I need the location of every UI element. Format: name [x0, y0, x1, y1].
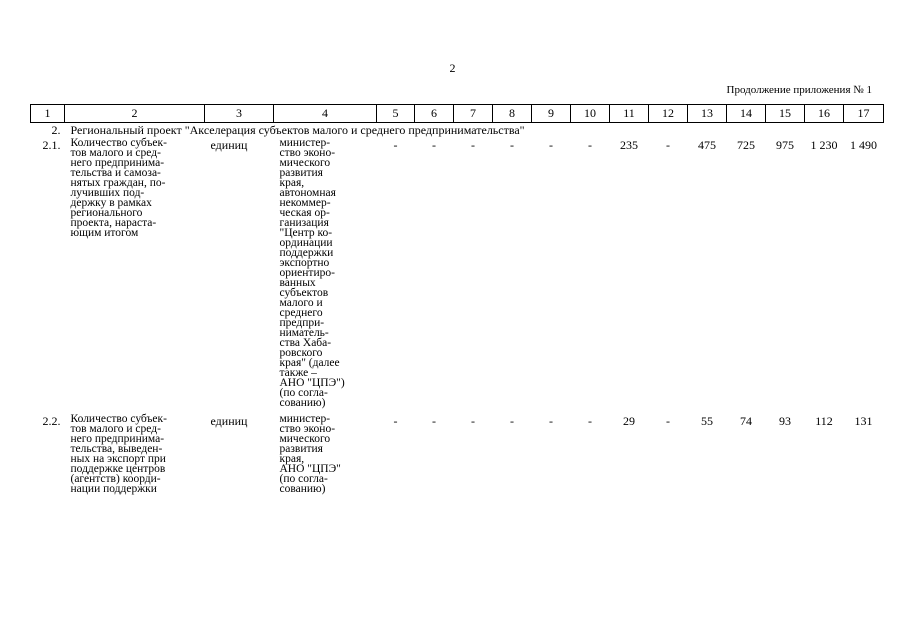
value-cell: 725 — [737, 138, 755, 152]
value-cell: 55 — [701, 414, 713, 428]
column-number: 9 — [532, 105, 571, 123]
value-cell: - — [549, 138, 553, 152]
column-number: 17 — [844, 105, 884, 123]
column-number: 3 — [205, 105, 274, 123]
value-cell: - — [432, 138, 436, 152]
responsible-executor: министер- ство эконо- мического развития края, автономная некоммер- ческая ор- ганизация "Центр ко- ординации поддержки экспортно ориентиро- ванных субъектов малого и среднего предпри- ниматель- ства Хаба- ровского края" (далее также – АНО "ЦПЭ") (по согла- сованию) — [279, 137, 345, 409]
value-cell: 93 — [779, 414, 791, 428]
indicator-name: Количество субъек- тов малого и сред- него предпринима- тельства, выведен- ных на экспорт при поддержке центров (агентств) коорди- нации поддержки — [70, 413, 167, 495]
column-number: 13 — [688, 105, 727, 123]
row-number: 2.2. — [42, 414, 61, 428]
value-cell: - — [666, 414, 670, 428]
value-cell: - — [471, 414, 475, 428]
value-cell: - — [510, 414, 514, 428]
table-row — [31, 414, 884, 494]
responsible-executor: министер- ство эконо- мического развития края, АНО "ЦПЭ" (по согла- сованию) — [279, 413, 341, 495]
unit: единиц — [210, 414, 248, 428]
column-number: 2 — [65, 105, 205, 123]
section-title: Региональный проект "Акселерация субъектов малого и среднего предпринимательства" — [70, 123, 525, 137]
page-number: 2 — [449, 61, 456, 75]
value-cell: 131 — [854, 414, 873, 428]
value-cell: - — [588, 414, 592, 428]
column-number: 16 — [805, 105, 844, 123]
value-cell: 29 — [623, 414, 635, 428]
column-number: 4 — [274, 105, 377, 123]
column-number: 15 — [766, 105, 805, 123]
value-cell: 235 — [620, 138, 638, 152]
value-cell: - — [549, 414, 553, 428]
column-number: 6 — [415, 105, 454, 123]
column-number: 11 — [610, 105, 649, 123]
value-cell: - — [510, 138, 514, 152]
column-number: 7 — [454, 105, 493, 123]
value-cell: - — [588, 138, 592, 152]
section-row — [31, 123, 884, 139]
column-number: 14 — [727, 105, 766, 123]
value-cell: 74 — [740, 414, 752, 428]
value-cell: 975 — [776, 138, 794, 152]
value-cell: - — [471, 138, 475, 152]
table-row — [31, 138, 884, 414]
column-number: 1 — [31, 105, 65, 123]
value-cell: - — [393, 414, 398, 428]
value-cell: 475 — [698, 138, 716, 152]
column-number: 8 — [493, 105, 532, 123]
value-cell: 1 230 — [810, 138, 838, 152]
column-number: 5 — [377, 105, 415, 123]
value-cell: 112 — [815, 414, 833, 428]
continuation-label: Продолжение приложения № 1 — [726, 84, 872, 96]
column-number-row — [31, 105, 884, 123]
indicators-table — [30, 104, 884, 494]
value-cell: - — [432, 414, 436, 428]
indicator-name: Количество субъек- тов малого и сред- него предпринима- тельства и самоза- нятых граждан, по- лучивших под- держку в рамках регионального проекта, нараста- ющим итогом — [70, 137, 167, 239]
row-number: 2.1. — [42, 138, 61, 152]
unit: единиц — [210, 138, 248, 152]
column-number: 10 — [571, 105, 610, 123]
column-number: 12 — [649, 105, 688, 123]
value-cell: - — [393, 138, 398, 152]
section-number: 2. — [51, 123, 61, 137]
value-cell: - — [666, 138, 670, 152]
value-cell: 1 490 — [850, 138, 877, 152]
